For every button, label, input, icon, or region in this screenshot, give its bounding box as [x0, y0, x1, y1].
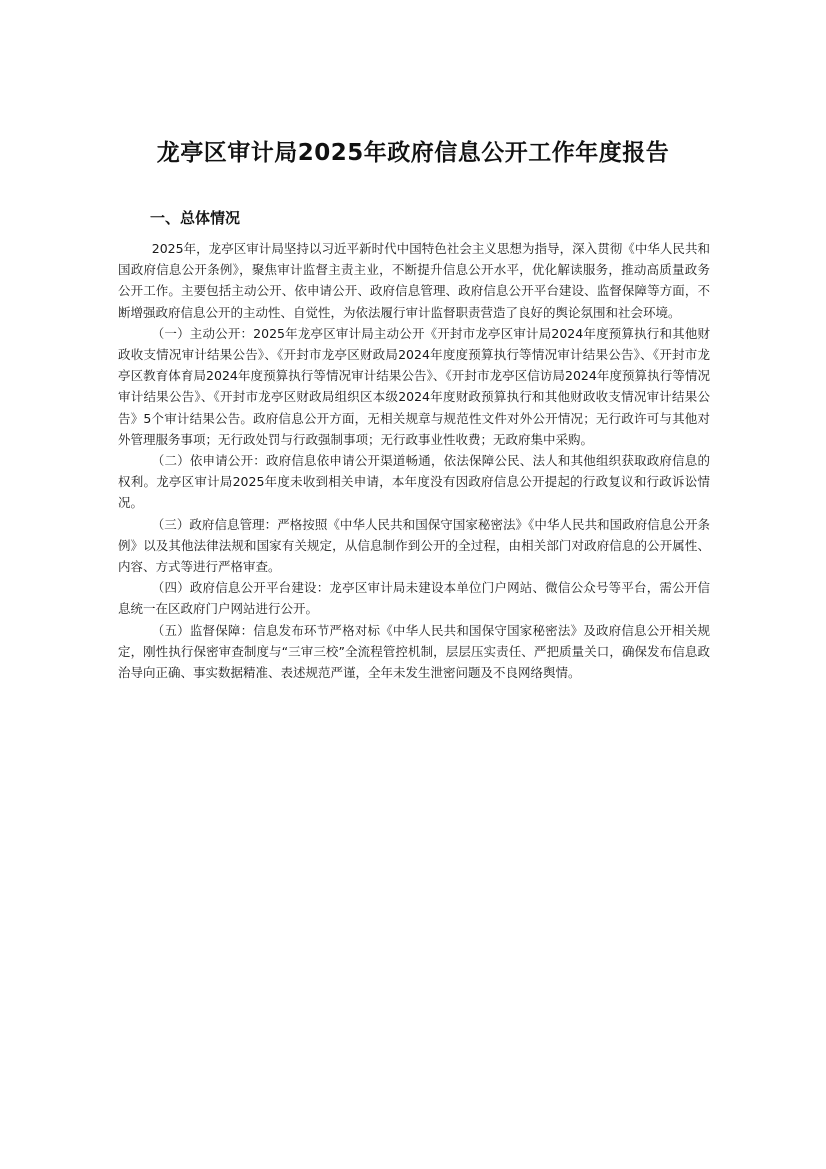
paragraph-information-management: （三）政府信息管理：严格按照《中华人民共和国保守国家秘密法》《中华人民共和国政府信息公开条例》以及其他法律法规和国家有关规定，从信息制作到公开的全过程，由相关部门对政府信息的公开属性、内容、方式等进行严格审查。: [118, 516, 710, 575]
document-body: [118, 238, 710, 683]
paragraph-platform-construction: （四）政府信息公开平台建设：龙亭区审计局未建设本单位门户网站、微信公众号等平台，需公开信息统一在区政府门户网站进行公开。: [118, 580, 710, 617]
document-title: 龙亭区审计局2025年政府信息公开工作年度报告: [156, 140, 670, 166]
paragraph-active-disclosure: （一）主动公开：2025年龙亭区审计局主动公开《开封市龙亭区审计局2024年度预算执行和其他财政收支情况审计结果公告》、《开封市龙亭区财政局2024年度度预算执行等情况审计结果公告》、《开封市龙亭区教育体育局2024年度预算执行等情况审计结果公告》、《开封市龙亭区信访局2024年度预算执行等情况审计结果公告》、《开封市龙亭区财政局组织区本级2024年度财政预算执行和其他财政收支情况审计结果公告》5个审计结果公告。政府信息公开方面，无相关规章与规范性文件对外公开情况；无行政许可与其他对外管理服务事项；无行政处罚与行政强制事项；无行政事业性收费；无政府集中采购。: [118, 325, 710, 447]
paragraph-supervision: （五）监督保障：信息发布环节严格对标《中华人民共和国保守国家秘密法》及政府信息公开相关规定，刚性执行保密审查制度与“三审三校”全流程管控机制，层层压实责任、严把质量关口，确保发布信息政治导向正确、事实数据精准、表述规范严谨，全年未发生泄密问题及不良网络舆情。: [118, 622, 710, 681]
paragraph-application-disclosure: （二）依申请公开：政府信息依申请公开渠道畅通，依法保障公民、法人和其他组织获取政府信息的权利。龙亭区审计局2025年度未收到相关申请，本年度没有因政府信息公开提起的行政复议和行政诉讼情况。: [118, 453, 710, 511]
section-heading-overview: 一、总体情况: [150, 209, 241, 227]
paragraph-overview: 2025年，龙亭区审计局坚持以习近平新时代中国特色社会主义思想为指导，深入贯彻《中华人民共和国政府信息公开条例》，聚焦审计监督主责主业，不断提升信息公开水平，优化解读服务，推动高质量政务公开工作。主要包括主动公开、依申请公开、政府信息管理、政府信息公开平台建设、监督保障等方面，不断增强政府信息公开的主动性、自觉性，为依法履行审计监督职责营造了良好的舆论氛围和社会环境。: [118, 241, 710, 320]
